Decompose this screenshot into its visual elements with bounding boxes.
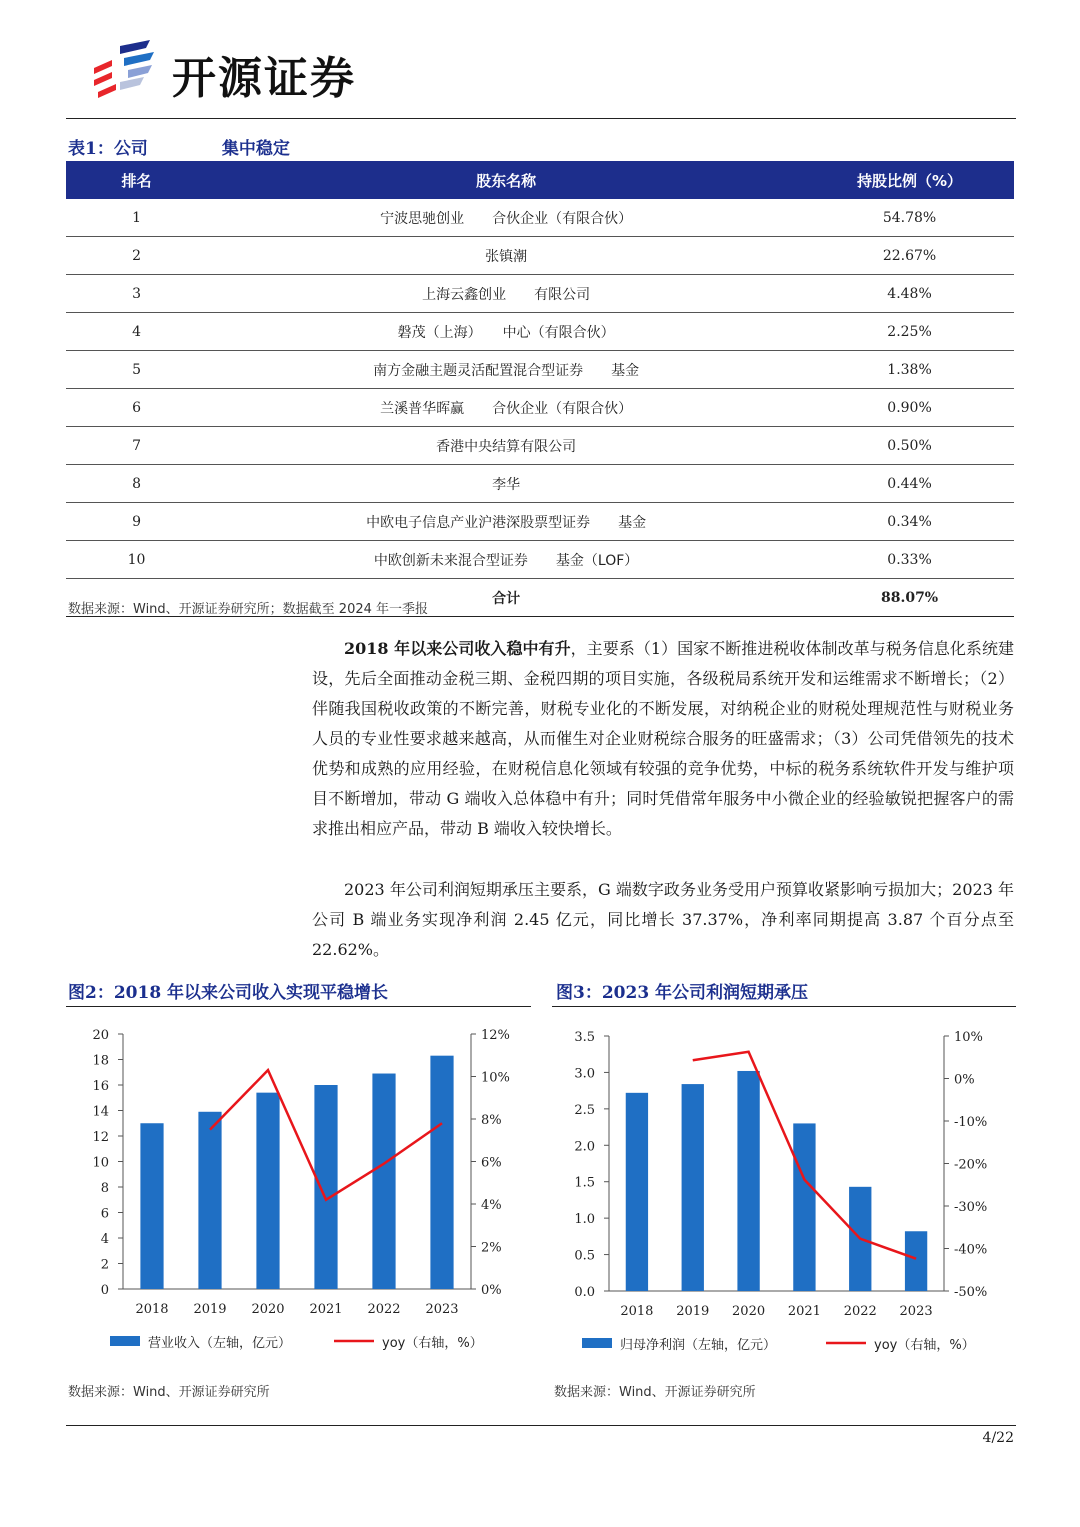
x-tick-label: 2021: [787, 1304, 821, 1319]
legend-line-label: yoy（右轴，%）: [874, 1338, 975, 1353]
left-tick-label: 0.5: [574, 1248, 595, 1264]
name-cell: 磐茂（上海） 中心（有限合伙）: [207, 313, 805, 351]
x-tick-label: 2021: [309, 1302, 343, 1317]
x-tick-label: 2019: [193, 1302, 227, 1317]
pct-cell: 0.90%: [805, 389, 1014, 427]
paragraph-lead: 2018 年以来公司收入稳中有升: [344, 639, 571, 658]
figure2-source: 数据来源：Wind、开源证券研究所: [68, 1385, 270, 1400]
left-tick-label: 2.5: [574, 1102, 595, 1118]
bar: [314, 1085, 337, 1289]
table-row: [66, 541, 1014, 579]
x-tick-label: 2022: [843, 1304, 877, 1319]
x-tick-label: 2023: [425, 1302, 459, 1317]
rank-cell: 6: [66, 389, 207, 427]
right-tick-label: -20%: [954, 1157, 988, 1173]
name-cell: 中欧电子信息产业沪港深股票型证券 基金: [207, 503, 805, 541]
paragraph-profit: 2023 年公司利润短期承压主要系，G 端数字政务业务受用户预算收紧影响亏损加大；2023 年公司 B 端业务实现净利润 2.45 亿元，同比增长 37.37%，净利率同期提高 3.87 个百分点至 22.62%。: [312, 880, 1014, 959]
pct-cell: 54.78%: [805, 199, 1014, 237]
bar: [198, 1112, 221, 1289]
right-tick-label: 4%: [481, 1198, 502, 1213]
legend-bar-swatch: [582, 1338, 612, 1348]
x-tick-label: 2018: [620, 1304, 654, 1319]
figure3-title: 图3：2023 年公司利润短期承压: [556, 983, 809, 1003]
left-tick-label: 2.0: [574, 1139, 595, 1155]
bar: [256, 1093, 279, 1289]
legend-bar-label: 营业收入（左轴，亿元）: [148, 1336, 292, 1351]
legend-bar-label: 归母净利润（左轴，亿元）: [620, 1338, 777, 1353]
table-row: [66, 275, 1014, 313]
header-divider: [66, 118, 1016, 119]
brand-logo-icon: [90, 40, 160, 100]
table-row: [66, 237, 1014, 275]
pct-cell: 0.50%: [805, 427, 1014, 465]
bar: [140, 1123, 163, 1289]
bar: [430, 1056, 453, 1289]
name-cell: 兰溪普华晖赢 合伙企业（有限合伙）: [207, 389, 805, 427]
left-tick-label: 0: [100, 1283, 109, 1298]
right-tick-label: 12%: [481, 1028, 510, 1043]
rank-cell: 7: [66, 427, 207, 465]
right-tick-label: 2%: [481, 1240, 502, 1256]
footer-divider: [66, 1425, 1016, 1426]
table-row: [66, 313, 1014, 351]
left-tick-label: 20: [92, 1028, 109, 1043]
figure2-rule: [66, 1006, 531, 1007]
pct-cell: 0.34%: [805, 503, 1014, 541]
figure3-chart: [552, 1008, 1022, 1370]
col-header-rank: 排名: [66, 161, 207, 199]
right-tick-label: -50%: [954, 1285, 988, 1300]
table-row: [66, 503, 1014, 541]
left-tick-label: 14: [92, 1104, 109, 1120]
right-tick-label: 6%: [481, 1155, 502, 1171]
rank-cell: 1: [66, 199, 207, 237]
bar: [793, 1123, 815, 1291]
table-row: [66, 389, 1014, 427]
bar: [905, 1231, 927, 1291]
name-cell: 上海云鑫创业 有限公司: [207, 275, 805, 313]
paragraph-revenue: [312, 634, 1014, 844]
figure3-source: 数据来源：Wind、开源证券研究所: [554, 1385, 756, 1400]
name-cell: 张镇潮: [207, 237, 805, 275]
rank-cell: 2: [66, 237, 207, 275]
left-tick-label: 0.0: [574, 1285, 595, 1300]
rank-cell: 8: [66, 465, 207, 503]
figure3-rule: [552, 1006, 1016, 1007]
legend-bar-swatch: [110, 1336, 140, 1346]
name-cell: 南方金融主题灵活配置混合型证券 基金: [207, 351, 805, 389]
col-header-name: 股东名称: [207, 161, 805, 199]
bar: [372, 1074, 395, 1289]
x-tick-label: 2018: [135, 1302, 169, 1317]
left-tick-label: 1.0: [574, 1212, 595, 1228]
right-tick-label: 8%: [481, 1113, 502, 1128]
total-label: 合计: [207, 579, 805, 617]
bar: [682, 1084, 704, 1291]
page-header: [66, 38, 1016, 118]
pct-cell: 4.48%: [805, 275, 1014, 313]
right-tick-label: 10%: [954, 1030, 983, 1045]
rank-cell: 4: [66, 313, 207, 351]
bar: [626, 1093, 648, 1291]
name-cell: 香港中央结算有限公司: [207, 427, 805, 465]
left-tick-label: 10: [92, 1155, 109, 1171]
right-tick-label: 0%: [954, 1072, 975, 1088]
left-tick-label: 2: [100, 1257, 109, 1273]
pct-cell: 2.25%: [805, 313, 1014, 351]
left-tick-label: 18: [92, 1053, 109, 1069]
pct-cell: 0.33%: [805, 541, 1014, 579]
left-tick-label: 3.0: [574, 1066, 595, 1082]
table-row: [66, 427, 1014, 465]
legend-line-label: yoy（右轴，%）: [382, 1336, 483, 1351]
col-header-pct: 持股比例（%）: [805, 161, 1014, 199]
table-row: [66, 351, 1014, 389]
left-tick-label: 8: [100, 1181, 109, 1196]
figure2-chart: [66, 1008, 536, 1370]
left-tick-label: 3.5: [574, 1030, 595, 1045]
pct-cell: 22.67%: [805, 237, 1014, 275]
x-tick-label: 2020: [251, 1302, 285, 1317]
x-tick-label: 2022: [367, 1302, 401, 1317]
table-title-text: 集中稳定: [221, 139, 290, 159]
bar: [737, 1071, 759, 1291]
x-tick-label: 2023: [899, 1304, 933, 1319]
figure2-title: 图2：2018 年以来公司收入实现平稳增长: [68, 983, 389, 1003]
left-tick-label: 4: [100, 1232, 109, 1247]
table-label: 表1：公司: [68, 139, 148, 159]
right-tick-label: -40%: [954, 1242, 988, 1258]
x-tick-label: 2019: [676, 1304, 710, 1319]
total-pct: 88.07%: [805, 579, 1014, 617]
pct-cell: 1.38%: [805, 351, 1014, 389]
brand-name: 开源证券: [172, 53, 356, 104]
table-source: 数据来源：Wind、开源证券研究所；数据截至 2024 年一季报: [68, 602, 429, 617]
rank-cell: 9: [66, 503, 207, 541]
left-tick-label: 12: [92, 1130, 109, 1145]
paragraph-body: ，主要系（1）国家不断推进税收体制改革与税务信息化系统建设，先后全面推动金税三期、金税四期的项目实施，各级税局系统开发和运维需求不断增长；（2）伴随我国税收政策的不断完善，财税专业化的不断发展，对纳税企业的财税处理规范性与财税业务人员的专业性要求越来越高，从而催生对企业财税综合服务的旺盛需求；（3）公司凭借领先的技术优势和成熟的应用经验，在财税信息化领域有较强的竞争优势，中标的税务系统软件开发与维护项目不断增加，带动 G 端收入总体稳中有升；同时凭借常年服务中小微企业的经验敏锐把握客户的需求推出相应产品，带动 B 端收入较快增长。: [312, 639, 1015, 838]
right-tick-label: -10%: [954, 1115, 988, 1130]
left-tick-label: 6: [100, 1206, 109, 1222]
name-cell: 中欧创新未来混合型证券 基金（LOF）: [207, 541, 805, 579]
right-tick-label: 10%: [481, 1070, 510, 1086]
rank-cell: 10: [66, 541, 207, 579]
rank-cell: 5: [66, 351, 207, 389]
pct-cell: 0.44%: [805, 465, 1014, 503]
shareholder-table: [66, 161, 1014, 617]
rank-cell: 3: [66, 275, 207, 313]
page-number: 4/22: [982, 1430, 1014, 1446]
table-title: [68, 134, 290, 159]
table-row: [66, 199, 1014, 237]
x-tick-label: 2020: [732, 1304, 766, 1319]
left-tick-label: 1.5: [574, 1175, 595, 1191]
name-cell: 李华: [207, 465, 805, 503]
left-tick-label: 16: [92, 1079, 109, 1094]
table-header-row: [66, 161, 1014, 199]
right-tick-label: 0%: [481, 1283, 502, 1298]
table-row: [66, 465, 1014, 503]
right-tick-label: -30%: [954, 1200, 988, 1215]
name-cell: 宁波思驰创业 合伙企业（有限合伙）: [207, 199, 805, 237]
